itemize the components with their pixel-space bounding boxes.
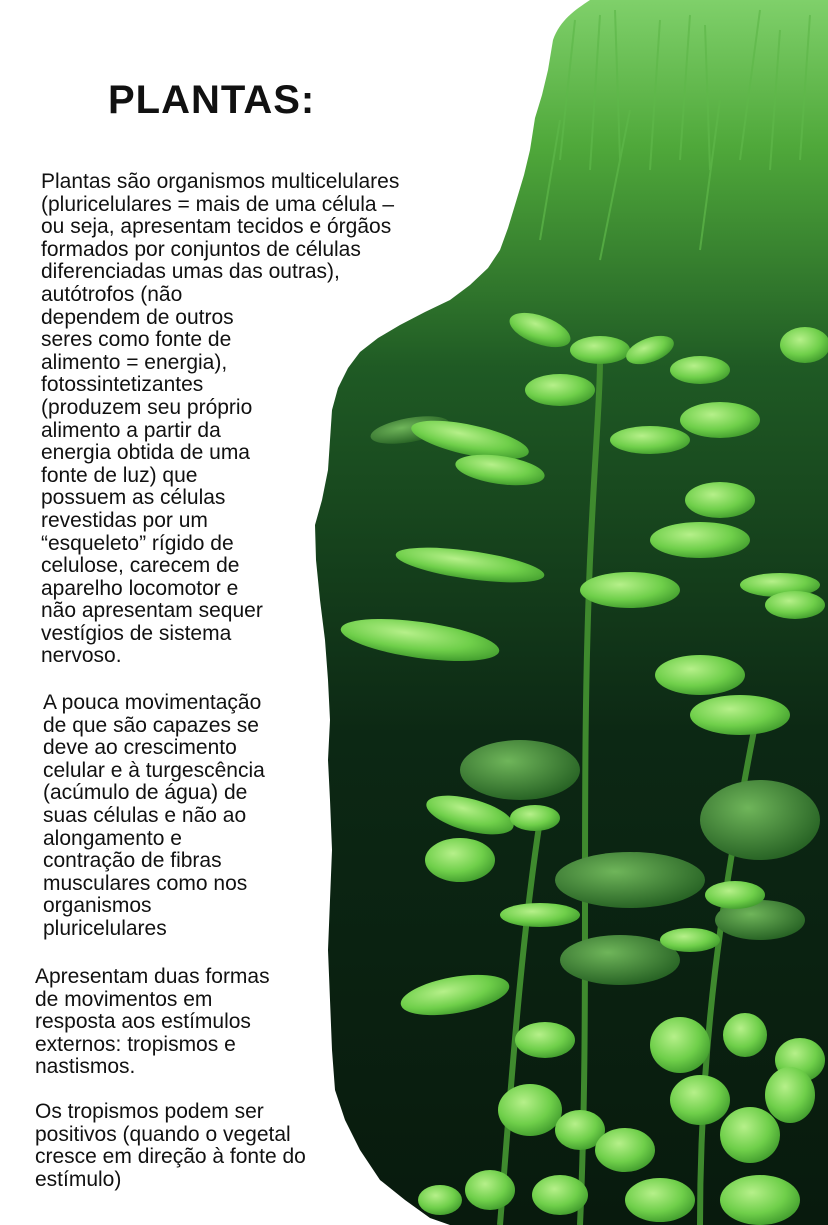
paragraph-definition: Plantas são organismos multicelulares (pluricelulares = mais de uma célula – ou seja, apresentam tecidos e órgãos formados por conjuntos de células diferenciadas umas das outras), autótrofos (não dependem de outros seres como fonte de alimento = energia), fotossintetizantes (produzem seu próprio alimento a partir da energia obtida de uma fonte de luz) que possuem as células revestidas por um “esqueleto” rígido de celulose, carecem de aparelho locomotor e não apresentam sequer vestígios de sistema nervoso.: [41, 170, 400, 668]
paragraph-tropisms: Os tropismos podem ser positivos (quando o vegetal cresce em direção à fonte do estímulo): [35, 1100, 306, 1191]
paragraph-movement-types: Apresentam duas formas de movimentos em resposta aos estímulos externos: tropismos e nastismos.: [35, 965, 270, 1079]
paragraph-movement: A pouca movimentação de que são capazes se deve ao crescimento celular e à turgescência (acúmulo de água) de suas células e não ao alongamento e contração de fibras musculares como nos organismos pluricelulares: [43, 691, 265, 940]
page-title: PLANTAS:: [108, 78, 316, 122]
